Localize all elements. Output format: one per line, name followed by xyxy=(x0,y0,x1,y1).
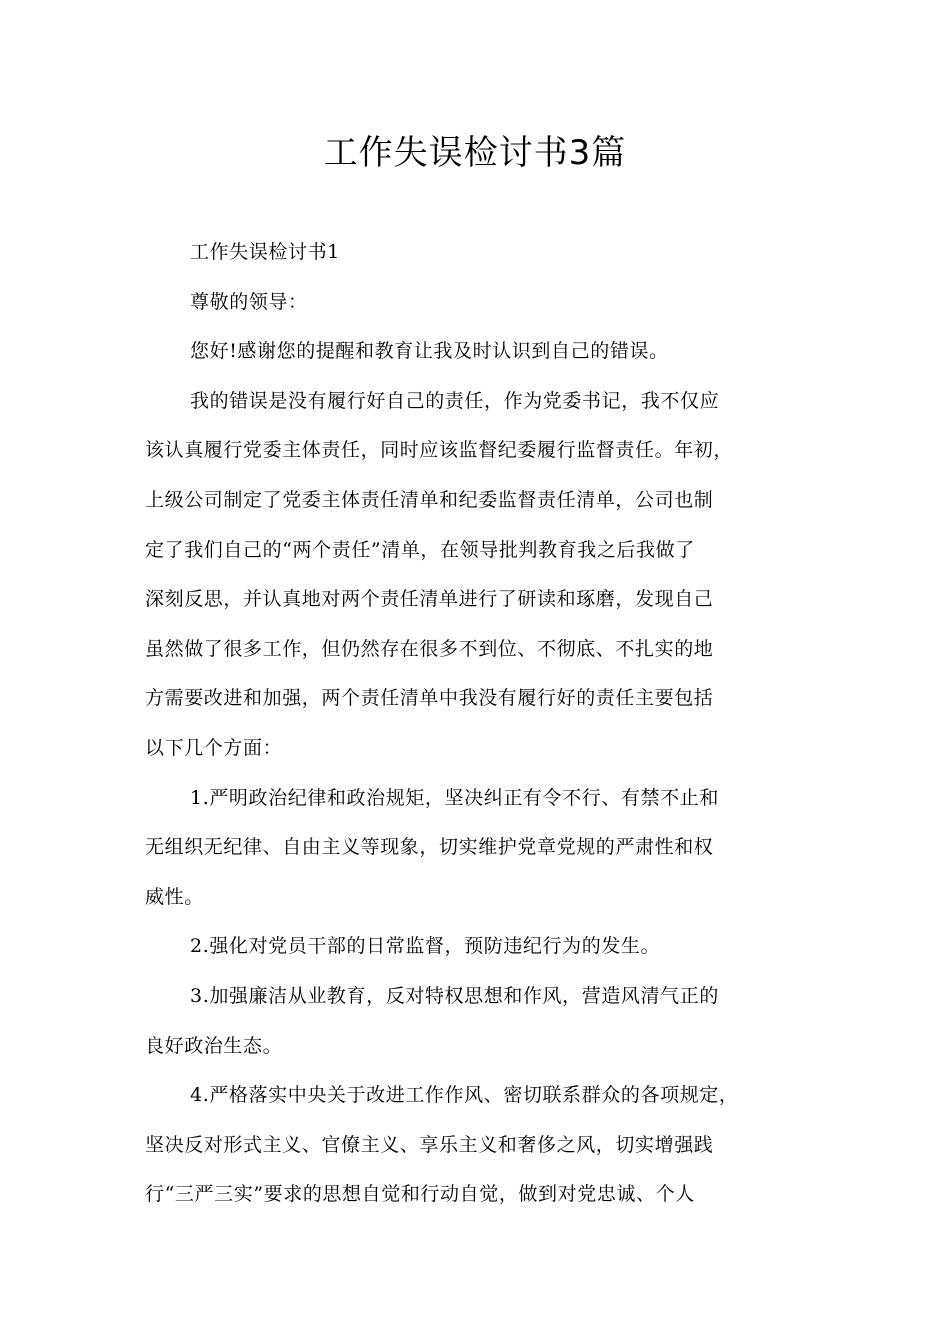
list-item-line: 坚决反对形式主义、官僚主义、享乐主义和奢侈之风，切实增强践 xyxy=(145,1133,714,1156)
list-item-line: 4.严格落实中央关于改进工作作风、密切联系群众的各项规定， xyxy=(190,1084,739,1107)
paragraph-line: 上级公司制定了党委主体责任清单和纪委监督责任清单，公司也制 xyxy=(145,488,714,511)
list-item-line: 3.加强廉洁从业教育，反对特权思想和作风，营造风清气正的 xyxy=(190,984,719,1007)
list-item-line: 2.强化对党员干部的日常监督，预防违纪行为的发生。 xyxy=(190,935,661,958)
section-heading: 工作失误检讨书1 xyxy=(190,241,340,263)
list-item-line: 良好政治生态。 xyxy=(145,1034,283,1057)
paragraph-line: 深刻反思，并认真地对两个责任清单进行了研读和琢磨，发现自己 xyxy=(145,588,714,611)
paragraph-line: 方需要改进和加强，两个责任清单中我没有履行好的责任主要包括 xyxy=(145,687,714,710)
document-body xyxy=(145,228,825,1220)
list-item-line: 1.严明政治纪律和政治规矩，坚决纠正有令不行、有禁不止和 xyxy=(190,786,719,809)
paragraph-line: 该认真履行党委主体责任，同时应该监督纪委履行监督责任。年初， xyxy=(145,439,734,462)
paragraph-line: 我的错误是没有履行好自己的责任，作为党委书记，我不仅应 xyxy=(190,389,720,412)
paragraph-line: 您好!感谢您的提醒和教育让我及时认识到自己的错误。 xyxy=(190,340,669,363)
document-title: 工作失误检讨书3篇 xyxy=(323,133,627,173)
paragraph-line: 虽然做了很多工作，但仍然存在很多不到位、不彻底、不扎实的地 xyxy=(145,637,714,660)
list-item-line: 无组织无纪律、自由主义等现象，切实维护党章党规的严肃性和权 xyxy=(145,836,714,859)
salutation: 尊敬的领导： xyxy=(190,290,308,313)
list-item-line: 行“三严三实”要求的思想自觉和行动自觉，做到对党忠诚、个人 xyxy=(145,1183,695,1206)
paragraph-line: 以下几个方面： xyxy=(145,736,283,759)
paragraph-line: 定了我们自己的“两个责任”清单，在领导批判教育我之后我做了 xyxy=(145,538,695,561)
list-item-line: 威性。 xyxy=(145,885,204,908)
